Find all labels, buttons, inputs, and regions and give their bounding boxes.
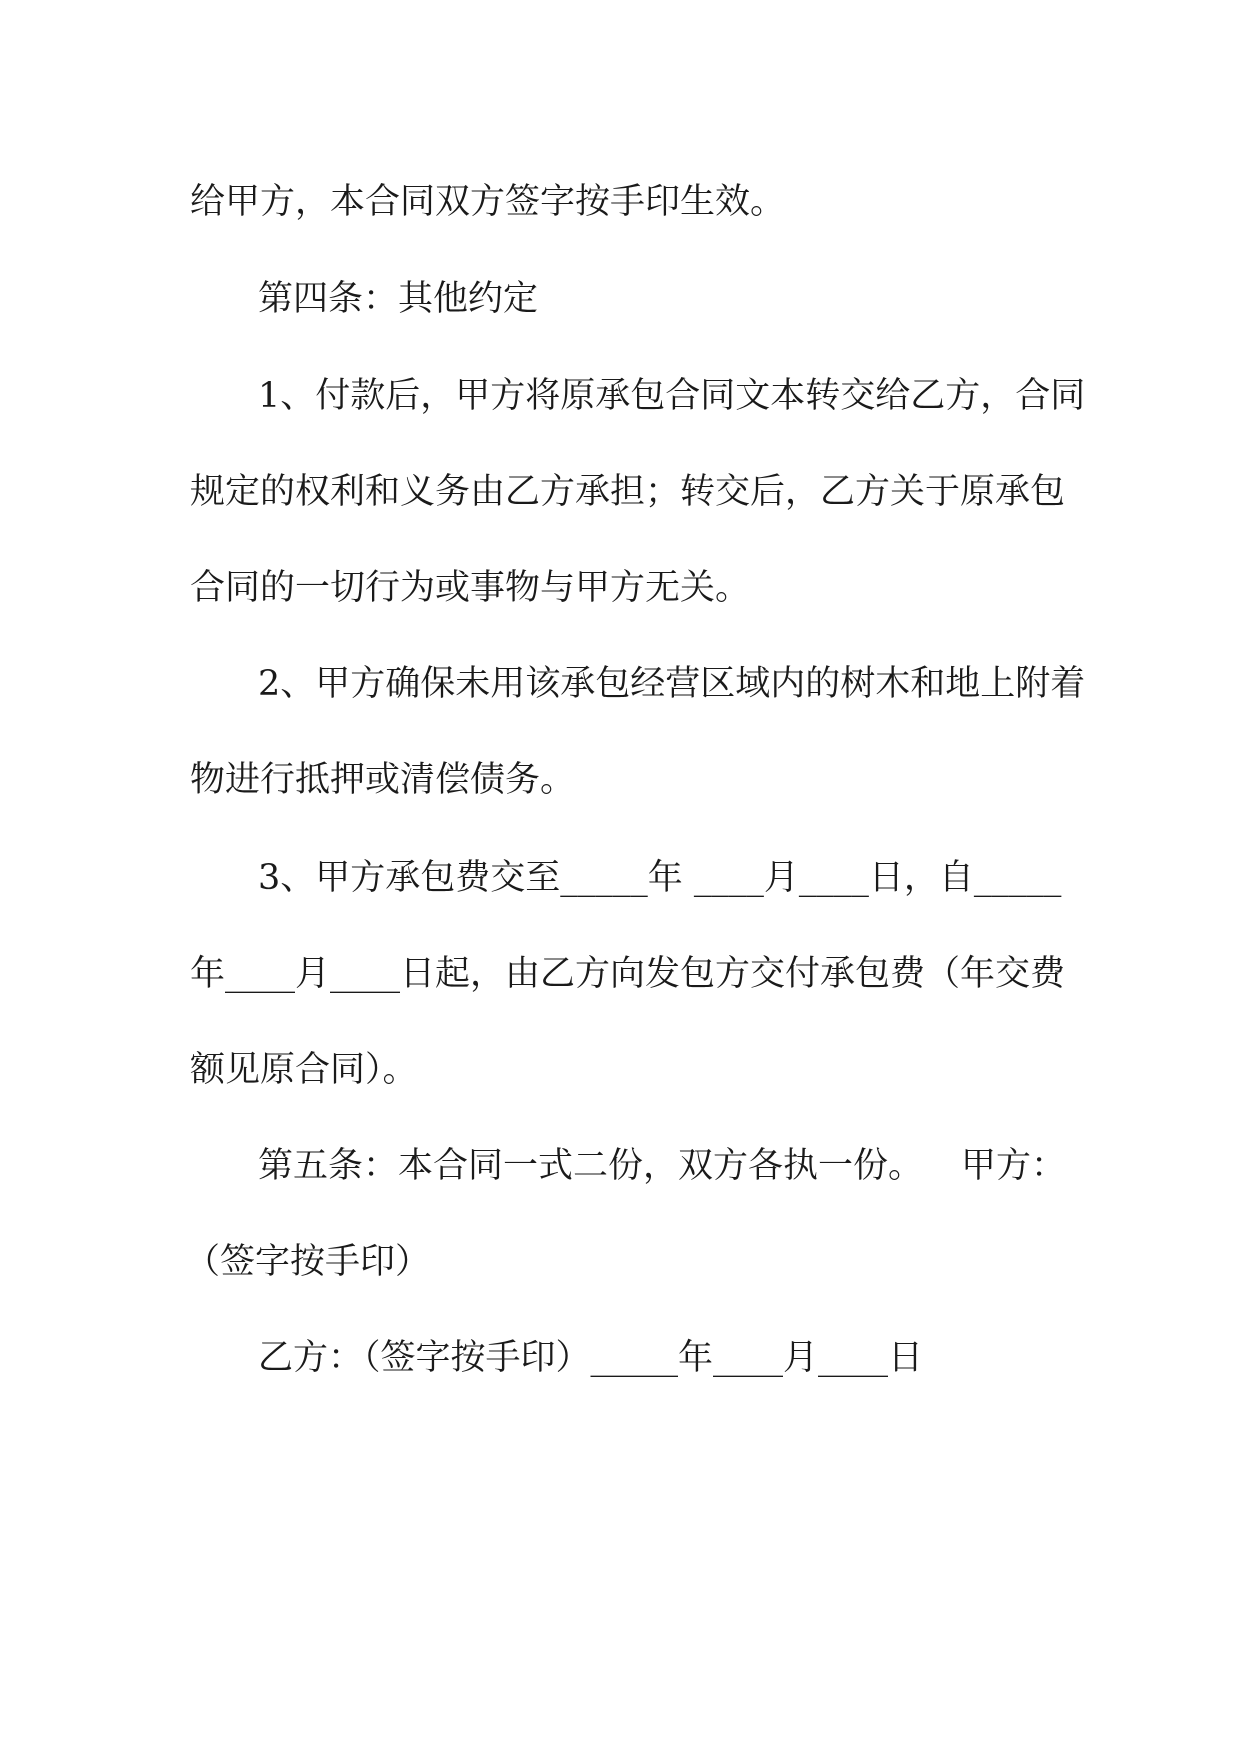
clause-2-line-2: 物进行抵押或清偿债务。 (190, 760, 576, 800)
clause-3-line-2: 年____月____日起，由乙方向发包方交付承包费（年交费 (190, 954, 1066, 994)
article-4-heading: 第四条：其他约定 (258, 279, 539, 319)
article-5-text: 第五条：本合同一式二份，双方各执一份。 (258, 1146, 924, 1186)
clause-1-line-2: 规定的权利和义务由乙方承担；转交后，乙方关于原承包 (190, 472, 1066, 512)
clause-3-line-1: 3、甲方承包费交至_____年 ____月____日，自_____ (258, 858, 1062, 898)
clause-2-line-1: 2、甲方确保未用该承包经营区域内的树木和地上附着 (258, 664, 1086, 704)
party-a-signature-note: （签字按手印） (185, 1242, 431, 1282)
party-a-label: 甲方： (961, 1146, 1067, 1186)
clause-1-line-3: 合同的一切行为或事物与甲方无关。 (190, 568, 751, 608)
text-line-1: 给甲方，本合同双方签字按手印生效。 (190, 182, 786, 222)
clause-1-line-1: 1、付款后，甲方将原承包合同文本转交给乙方，合同 (258, 376, 1086, 416)
clause-3-line-3: 额见原合同）。 (190, 1050, 418, 1090)
party-b-signature-line: 乙方：（签字按手印）_____年____月____日 (258, 1338, 924, 1378)
